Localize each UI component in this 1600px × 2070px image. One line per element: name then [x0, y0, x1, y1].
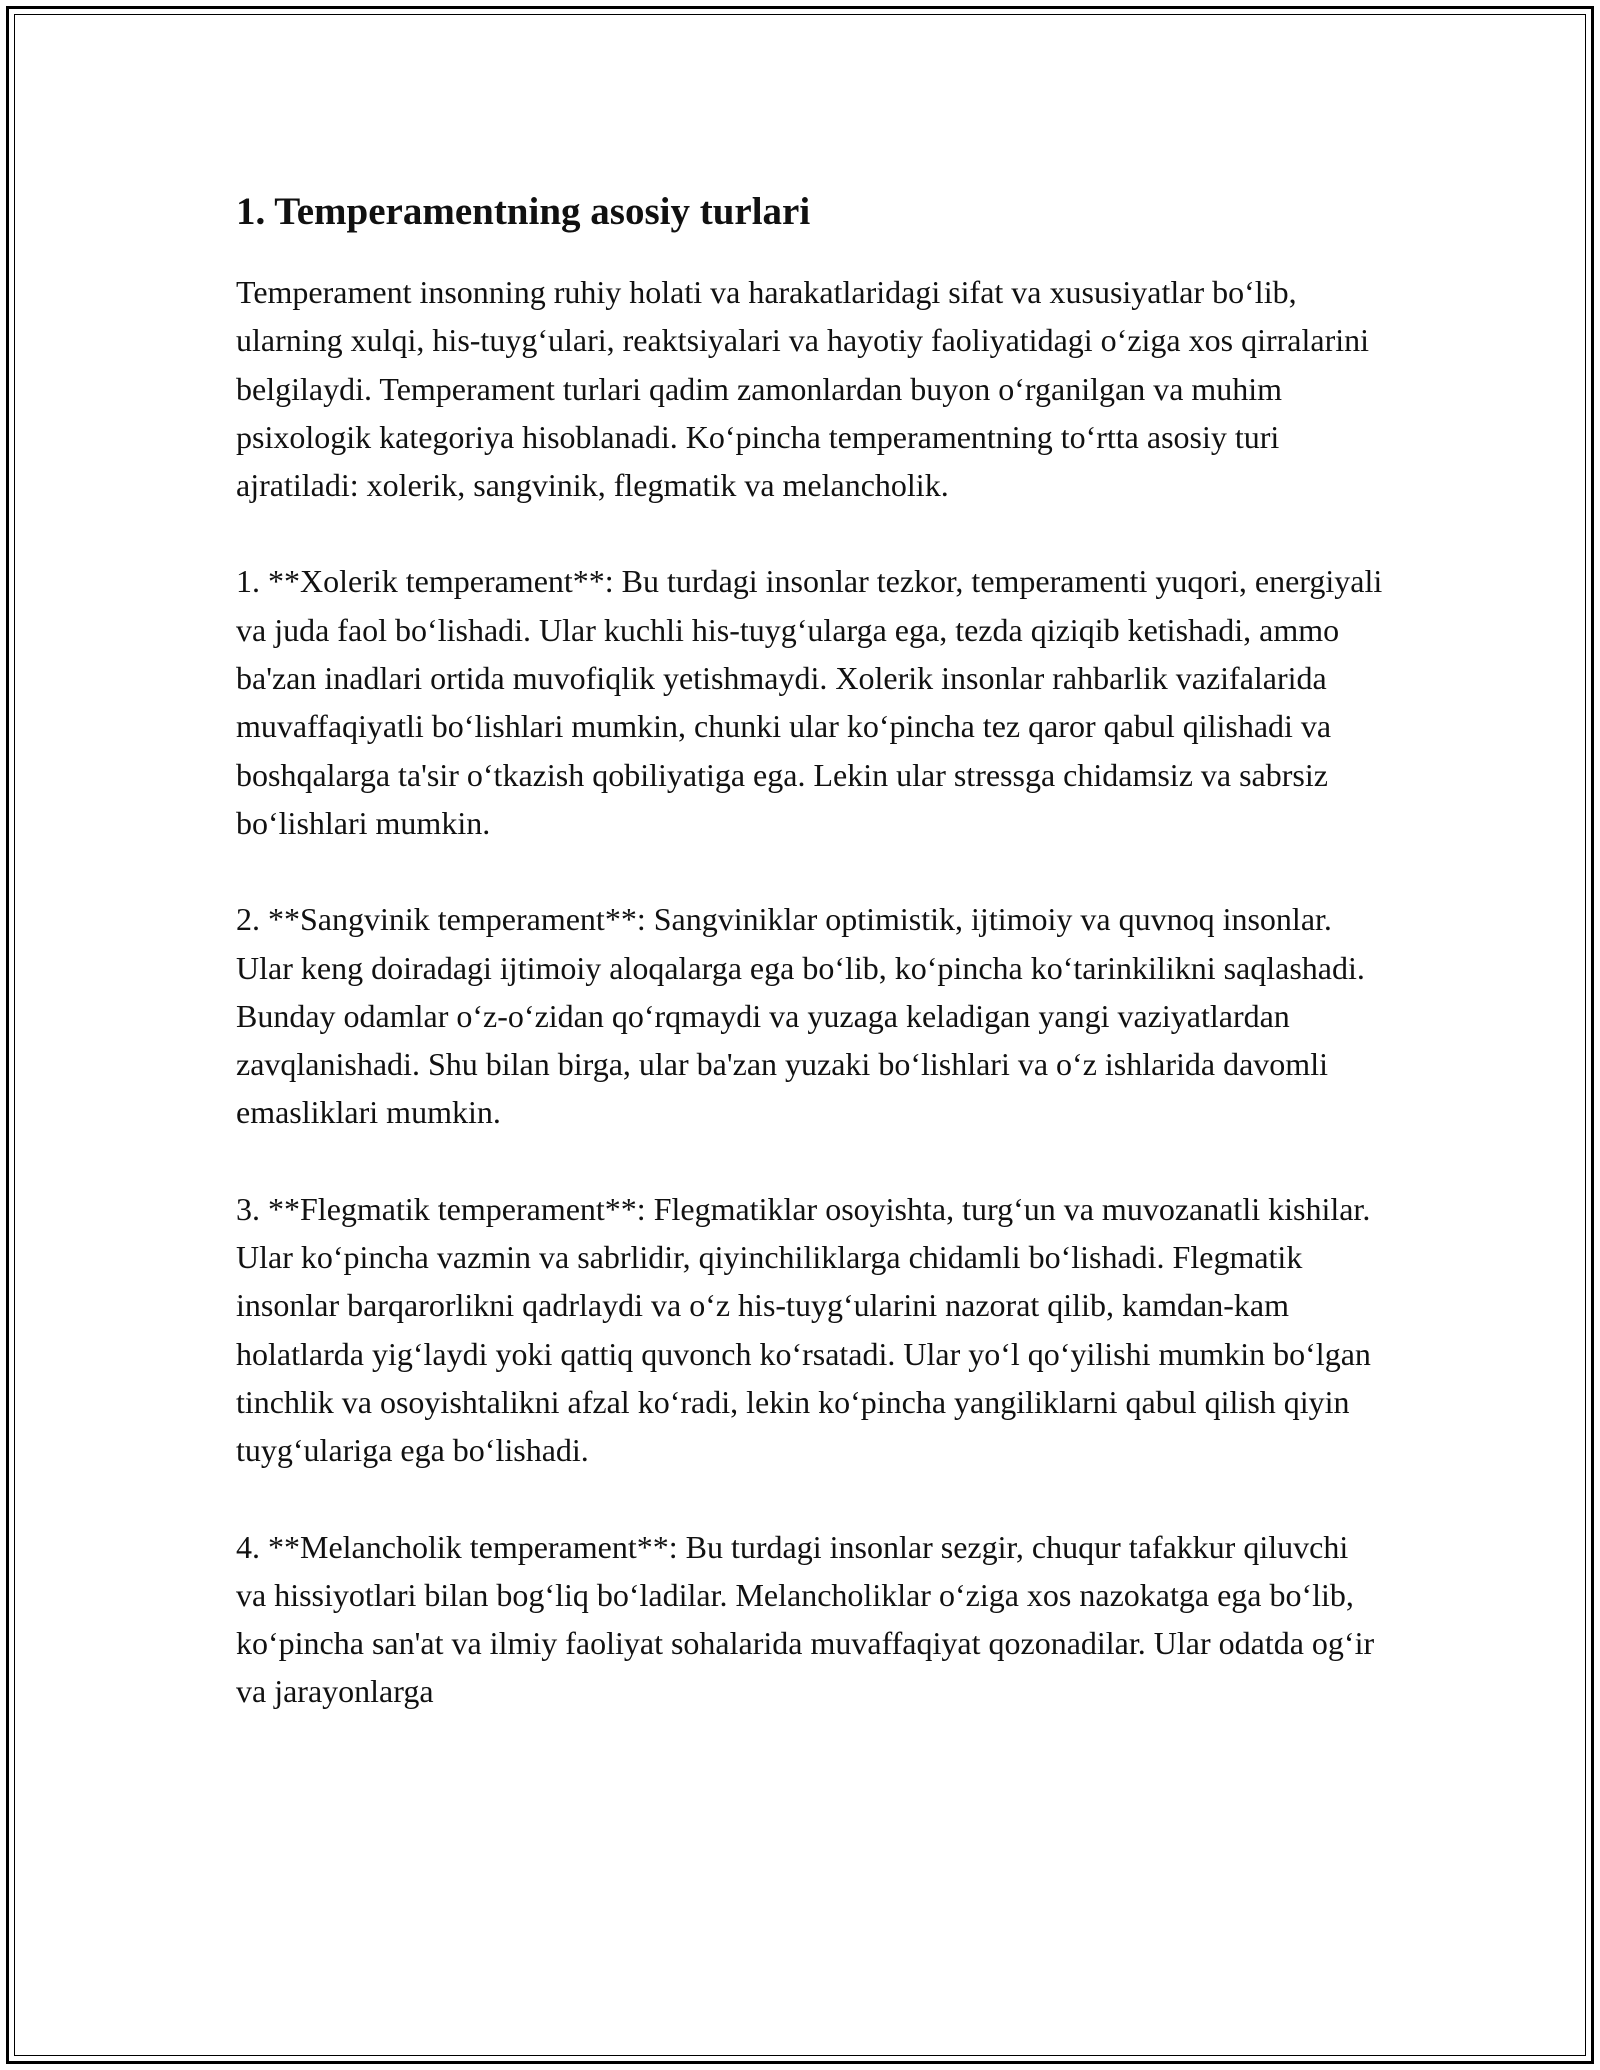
xolerik-paragraph: 1. **Xolerik temperament**: Bu turdagi insonlar tezkor, temperamenti yuqori, energiyali va juda faol bo‘lishadi. Ular kuchli his-tuyg‘ularga ega, tezda qiziqib ketishadi, ammo ba'zan inadlari ortida muvofiqlik yetishmaydi. Xolerik insonlar rahbarlik vazifalarida muvaffaqiyatli bo‘lishlari mumkin, chunki ular ko‘pincha tez qaror qabul qilishadi va boshqalarga ta'sir o‘tkazish qobiliyatiga ega. Lekin ular stressga chidamsiz va sabrsiz bo‘lishlari mumkin. — [236, 563, 1383, 841]
intro-paragraph: Temperament insonning ruhiy holati va harakatlaridagi sifat va xususiyatlar bo‘lib, ularning xulqi, his-tuyg‘ulari, reaktsiyalari va hayotiy faoliyatidagi o‘ziga xos qirralarini belgilaydi. Temperament turlari qadim zamonlardan buyon o‘rganilgan va muhim psixologik kategoriya hisoblanadi. Ko‘pincha temperamentning to‘rtta asosiy turi ajratiladi: xolerik, sangvinik, flegmatik va melancholik. — [236, 274, 1369, 504]
section-heading: 1. Temperamentning asosiy turlari — [236, 190, 811, 233]
melancholik-paragraph: 4. **Melancholik temperament**: Bu turdagi insonlar sezgir, chuqur tafakkur qiluvchi va hissiyotlari bilan bog‘liq bo‘ladilar. Melancholiklar o‘ziga xos nazokatga ega bo‘lib, ko‘pincha san'at va ilmiy faoliyat sohalarida muvaffaqiyat qozonadilar. Ular odatda og‘ir va jarayonlarga — [236, 1528, 1375, 1710]
flegmatik-paragraph: 3. **Flegmatik temperament**: Flegmatiklar osoyishta, turg‘un va muvozanatli kishilar. Ular ko‘pincha vazmin va sabrlidir, qiyinchiliklarga chidamli bo‘lishadi. Flegmatik insonlar barqarorlikni qadrlaydi va o‘z his-tuyg‘ularini nazorat qilib, kamdan-kam holatlarda yig‘laydi yoki qattiq quvonch ko‘rsatadi. Ular yo‘l qo‘yilishi mumkin bo‘lgan tinchlik va osoyishtalikni afzal ko‘radi, lekin ko‘pincha yangiliklarni qabul qilish qiyin tuyg‘ulariga ega bo‘lishadi. — [236, 1190, 1371, 1469]
sangvinik-paragraph: 2. **Sangvinik temperament**: Sangviniklar optimistik, ijtimoiy va quvnoq insonlar. Ular keng doiradagi ijtimoiy aloqalarga ega bo‘lib, ko‘pincha ko‘tarinkilikni saqlashadi. Bunday odamlar o‘z-o‘zidan qo‘rqmaydi va yuzaga keladigan yangi vaziyatlardan zavqlanishadi. Shu bilan birga, ular ba'zan yuzaki bo‘lishlari va o‘z ishlarida davomli emasliklari mumkin. — [236, 901, 1365, 1131]
document-body — [236, 186, 1386, 1764]
